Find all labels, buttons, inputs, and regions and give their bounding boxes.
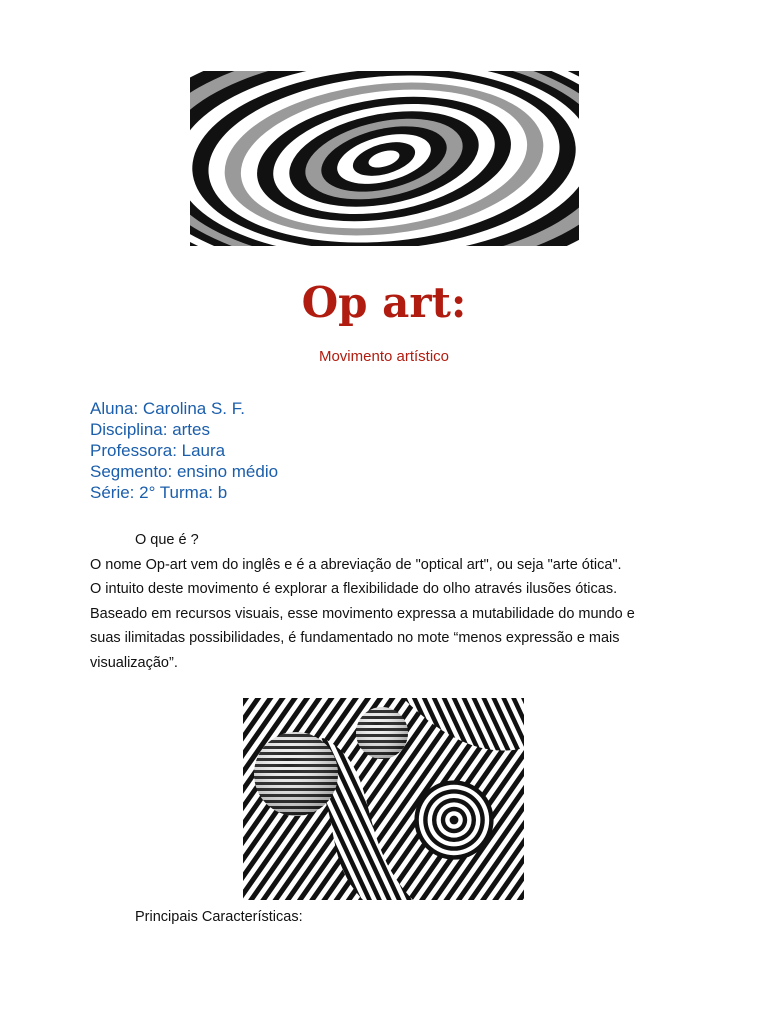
page-subtitle: Movimento artístico (318, 348, 450, 365)
body-paragraph (90, 528, 690, 675)
body-line: visualização”. (90, 654, 178, 671)
body-line: suas ilimitadas possibilidades, é fundamentado no mote “menos expressão e mais (90, 630, 620, 646)
body-line: O nome Op-art vem do inglês e é a abreviação de "optical art", ou seja "arte ótica". (90, 556, 622, 573)
info-grade: Série: 2° Turma: b (90, 483, 228, 502)
info-subject: Disciplina: artes (90, 420, 210, 439)
body-line: O intuito deste movimento é explorar a flexibilidade do olho através ilusões óticas. (90, 581, 618, 597)
info-teacher: Professora: Laura (90, 441, 226, 460)
op-art-spheres-image (243, 698, 524, 900)
info-student: Aluna: Carolina S. F. (90, 399, 245, 418)
sphere-left (254, 732, 338, 816)
student-info (90, 398, 278, 503)
body-line: Baseado em recursos visuais, esse movimento expressa a mutabilidade do mundo e (90, 605, 635, 622)
question-heading: O que é ? (135, 532, 199, 548)
page-title: Op art: (301, 278, 467, 327)
info-segment: Segmento: ensino médio (90, 462, 279, 481)
op-art-swirl-image (190, 71, 579, 246)
sphere-top (356, 707, 408, 759)
section-heading: Principais Características: (135, 909, 303, 925)
sphere-right (414, 780, 493, 859)
